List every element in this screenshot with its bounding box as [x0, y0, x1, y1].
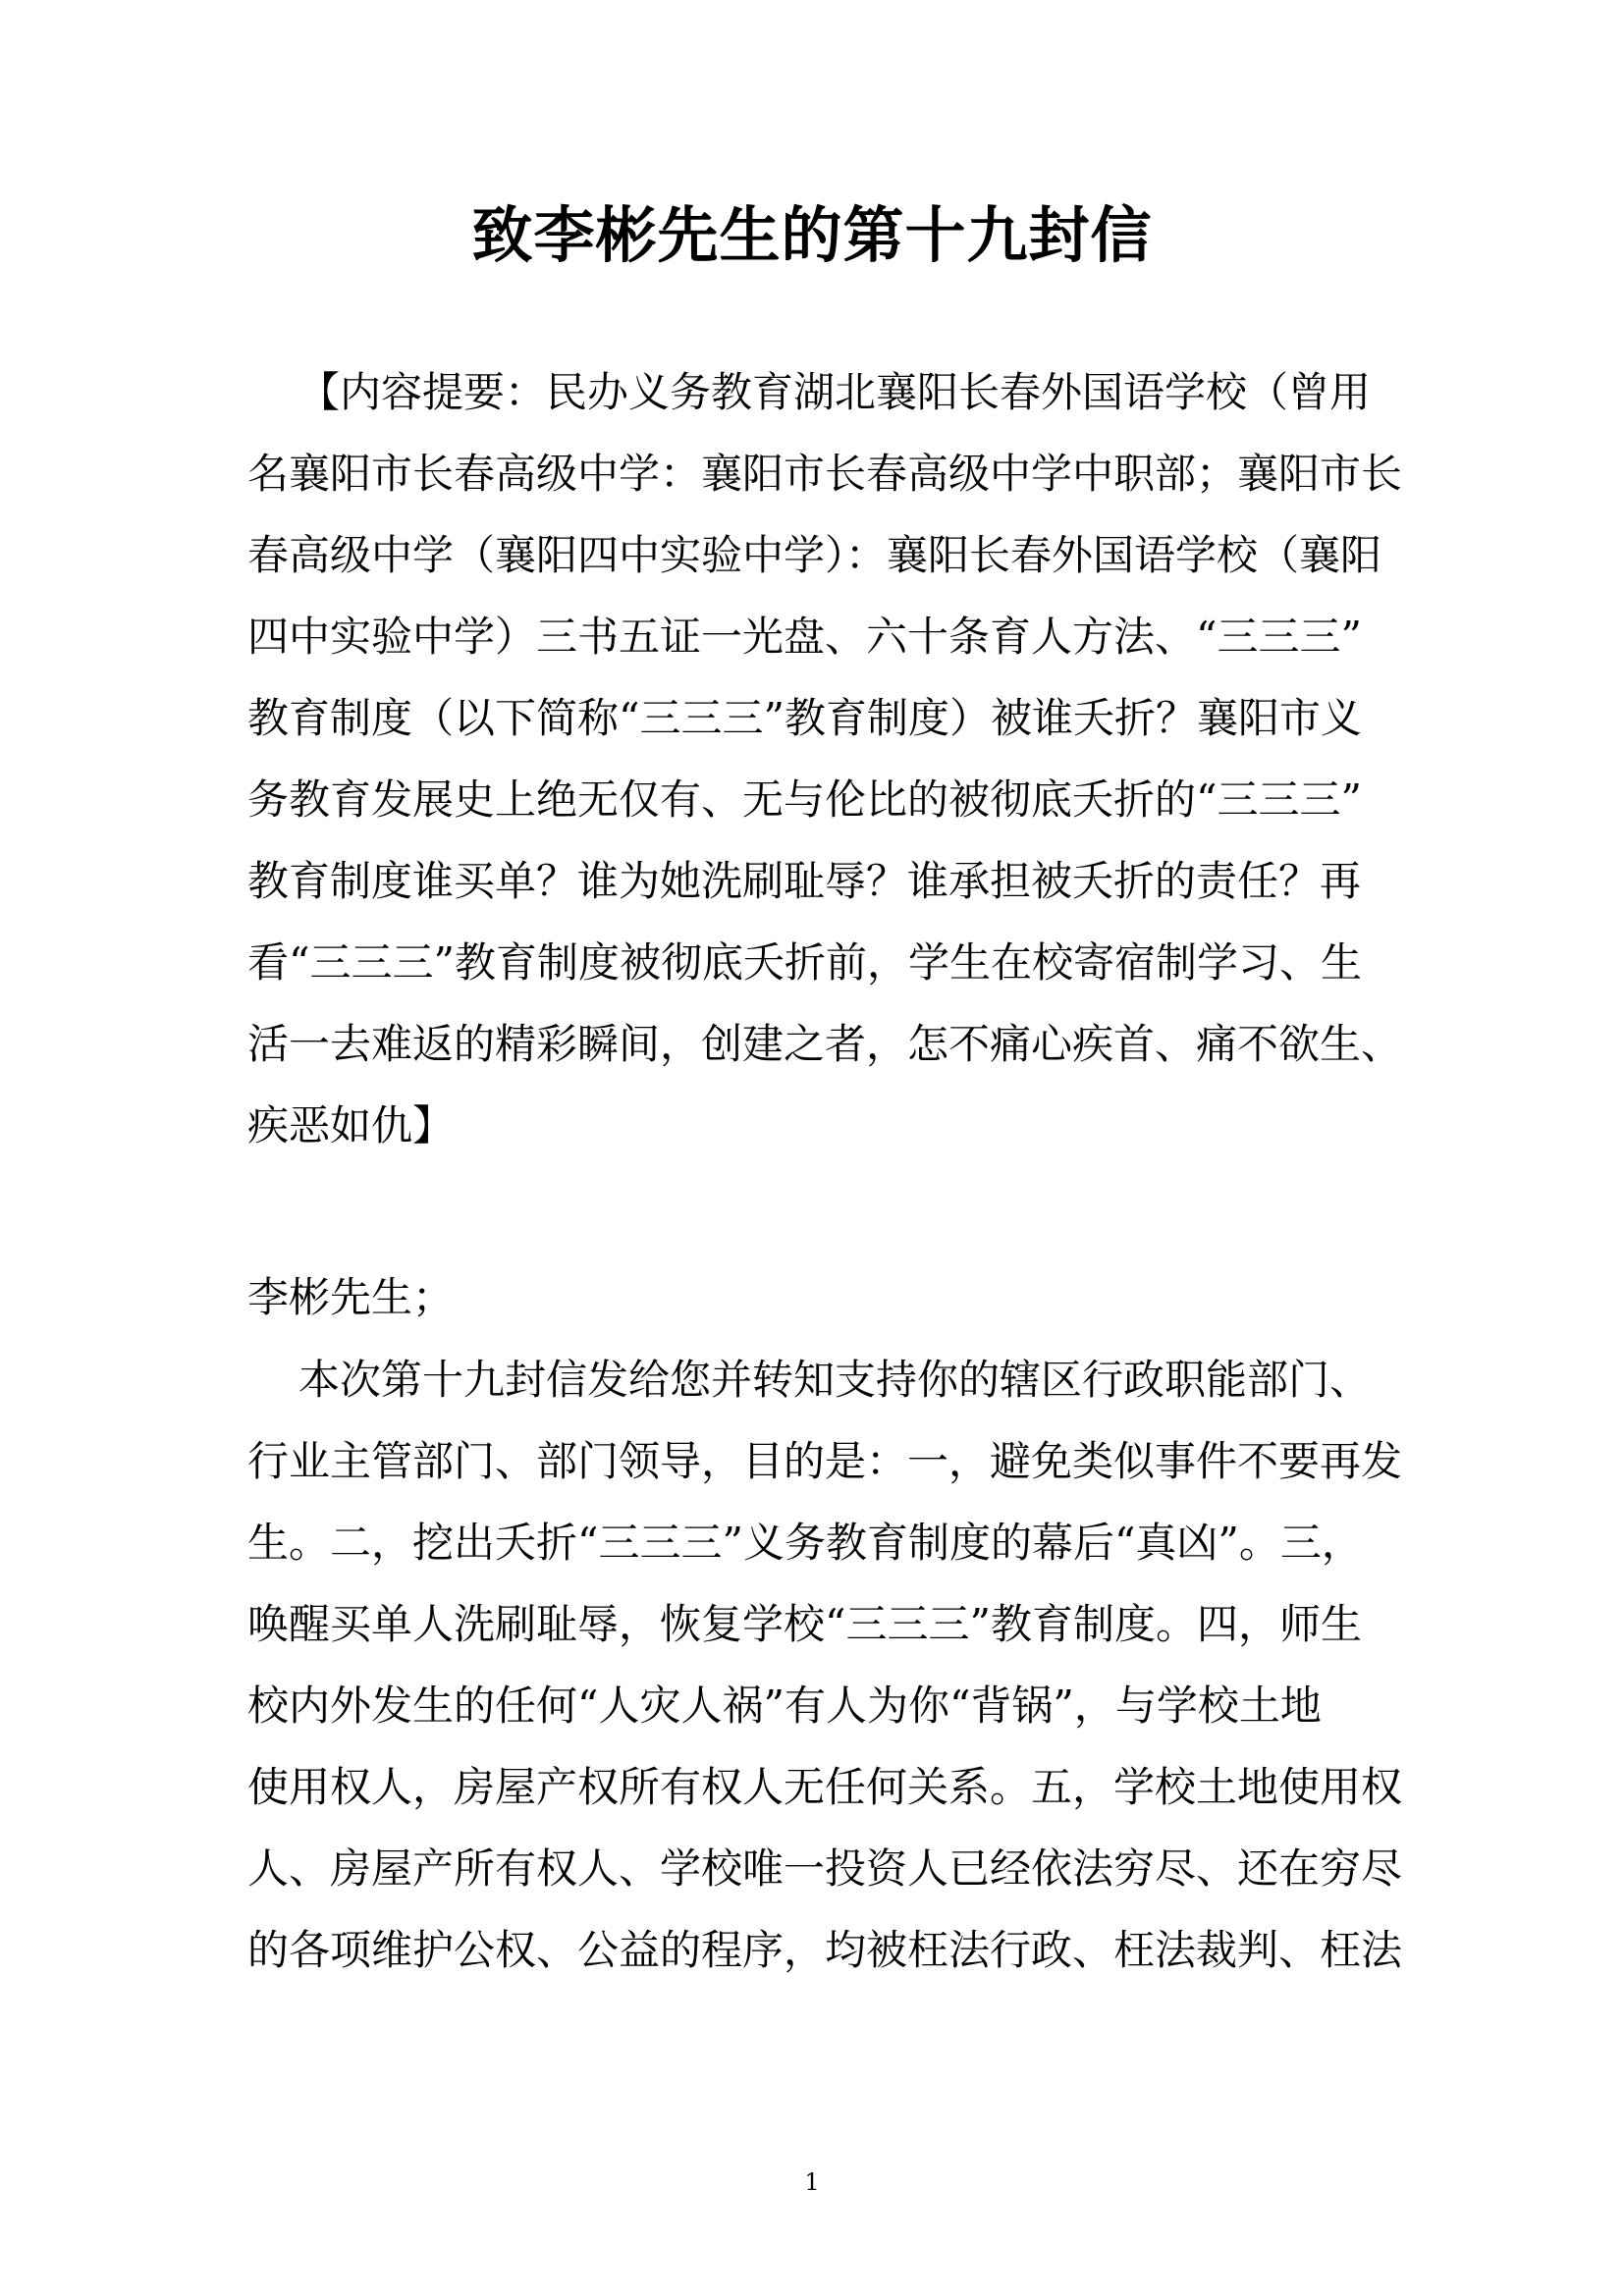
summary-line: 春高级中学（襄阳四中实验中学）：襄阳长春外国语学校（襄阳 [247, 531, 1382, 579]
summary-line: 四中实验中学）三书五证一光盘、六十条育人方法、“三三三” [247, 613, 1362, 661]
body-line: 本次第十九封信发给您并转知支持你的辖区行政职能部门、 [298, 1356, 1372, 1404]
page-number: 1 [804, 2168, 820, 2196]
body-line: 唤醒买单人洗刷耻辱，恢复学校“三三三”教育制度。四，师生 [247, 1600, 1362, 1648]
body-line: 生。二，挖出夭折“三三三”义务教育制度的幕后“真凶”。三， [247, 1519, 1363, 1567]
body-line: 的各项维护公权、公益的程序，均被枉法行政、枉法裁判、枉法 [247, 1926, 1403, 1974]
summary-line: 教育制度谁买单？谁为她洗刷耻辱？谁承担被夭折的责任？再 [247, 857, 1362, 905]
summary-line: 教育制度（以下简称“三三三”教育制度）被谁夭折？襄阳市义 [247, 694, 1362, 742]
body-line: 人、房屋产所有权人、学校唯一投资人已经依法穷尽、还在穷尽 [247, 1844, 1403, 1893]
summary-line: 名襄阳市长春高级中学：襄阳市长春高级中学中职部；襄阳市长 [247, 450, 1403, 498]
summary-line: 【内容提要：民办义务教育湖北襄阳长春外国语学校（曾用 [298, 368, 1372, 416]
summary-line: 看“三三三”教育制度被彻底夭折前，学生在校寄宿制学习、生 [247, 938, 1362, 987]
body-line: 使用权人，房屋产权所有权人无任何关系。五，学校土地使用权 [247, 1763, 1403, 1811]
document-title: 致李彬先生的第十九封信 [471, 199, 1153, 271]
salutation: 李彬先生； [247, 1273, 455, 1321]
body-line: 校内外发生的任何“人灾人祸”有人为你“背锅”，与学校土地 [247, 1682, 1322, 1730]
body-line: 行业主管部门、部门领导，目的是：一，避免类似事件不要再发 [247, 1437, 1403, 1485]
summary-line: 务教育发展史上绝无仅有、无与伦比的被彻底夭折的“三三三” [247, 775, 1362, 824]
summary-line: 疾恶如仇】 [247, 1101, 455, 1149]
summary-line: 活一去难返的精彩瞬间，创建之者，怎不痛心疾首、痛不欲生、 [247, 1020, 1403, 1068]
